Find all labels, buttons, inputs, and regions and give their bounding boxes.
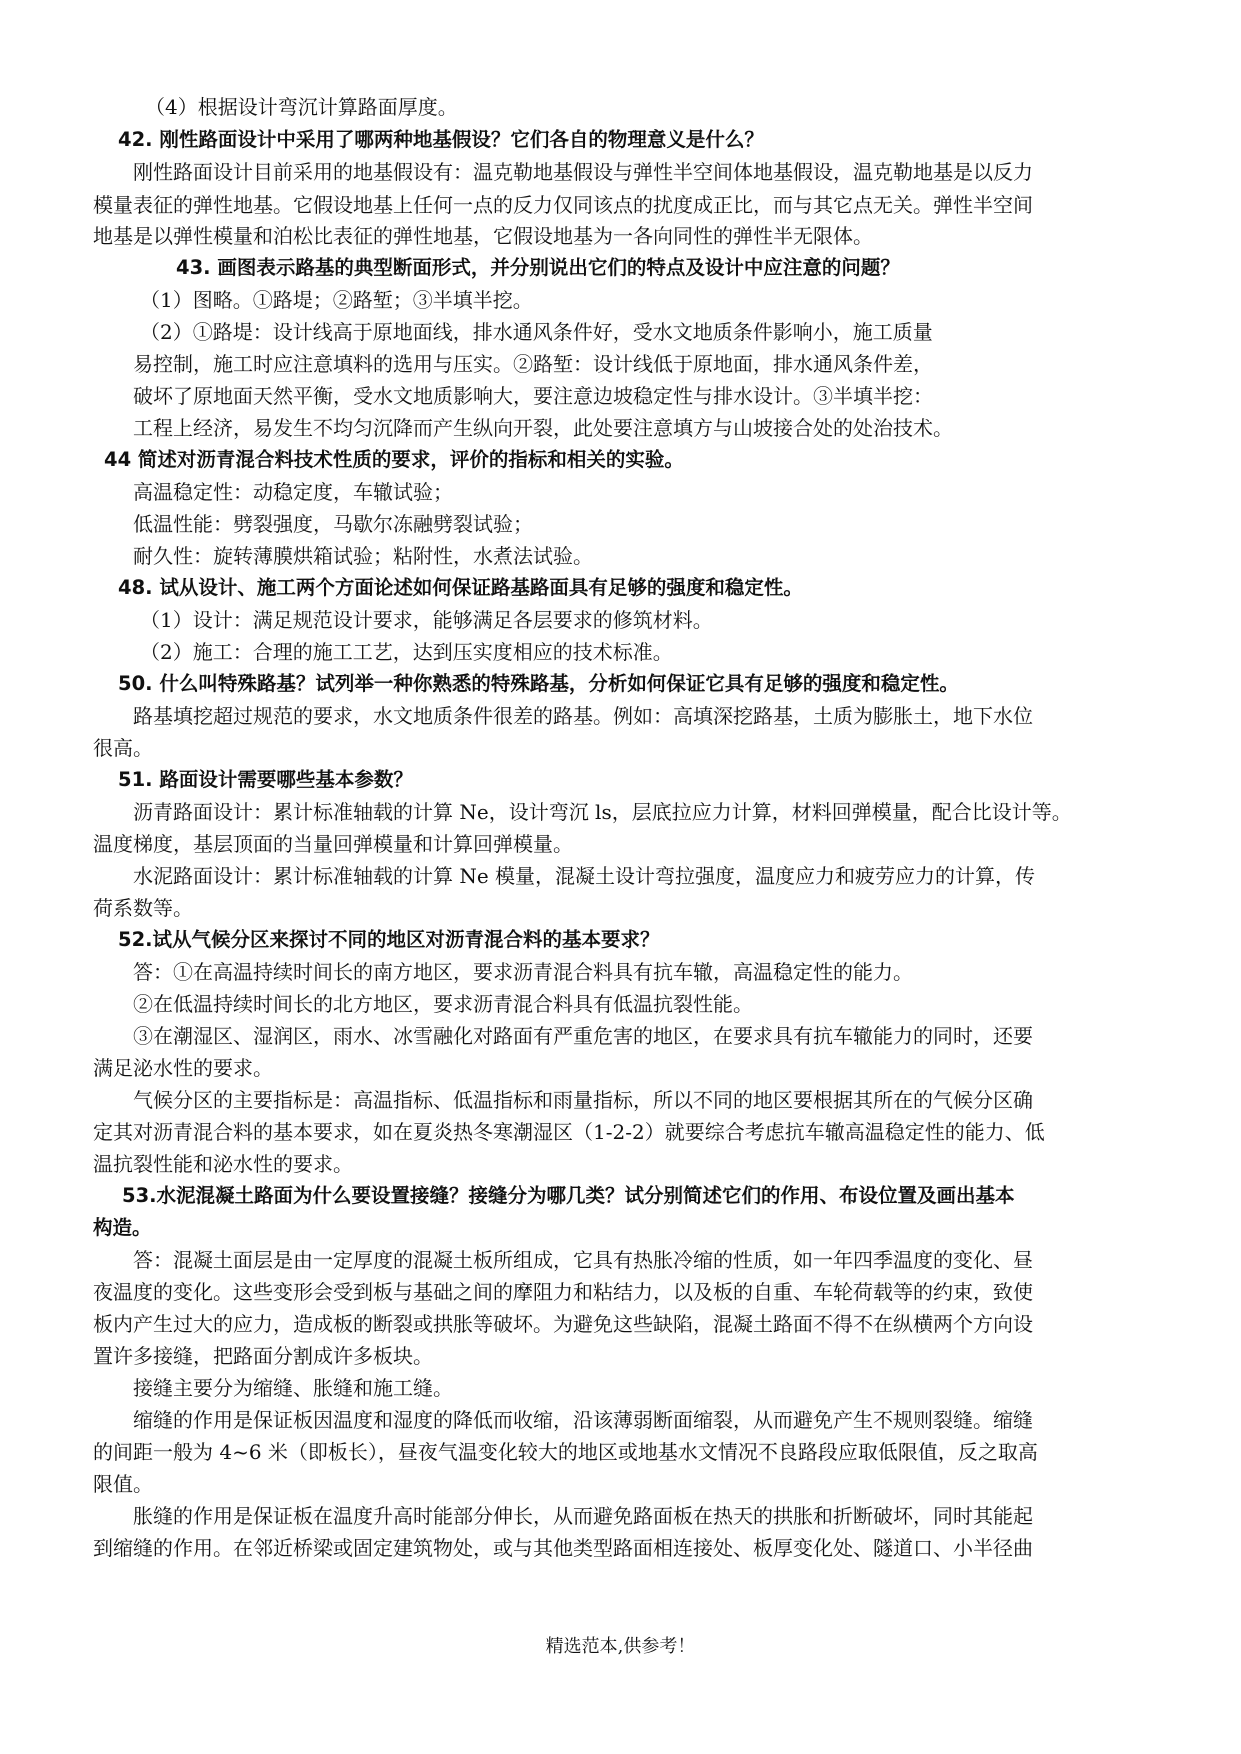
text-line: 定其对沥青混合料的基本要求，如在夏炎热冬寒潮湿区（1-2-2）就要综合考虑抗车辙高温稳定性的能力、低 (93, 1120, 1045, 1144)
text-line: 沥青路面设计：累计标准轴载的计算 Ne，设计弯沉 ls，层底拉应力计算，材料回弹模量，配合比设计等。 (133, 800, 1072, 824)
text-line: 耐久性：旋转薄膜烘箱试验；粘附性，水煮法试验。 (133, 544, 593, 568)
text-line: 路基填挖超过规范的要求，水文地质条件很差的路基。例如：高填深挖路基，土质为膨胀土，地下水位 (133, 704, 1033, 728)
text-line: 接缝主要分为缩缝、胀缝和施工缝。 (133, 1376, 453, 1400)
text-line: 限值。 (93, 1472, 153, 1496)
text-line: 水泥路面设计：累计标准轴载的计算 Ne 模量，混凝土设计弯拉强度，温度应力和疲劳应力的计算，传 (133, 864, 1036, 888)
text-line: 缩缝的作用是保证板因温度和湿度的降低而收缩，沿该薄弱断面缩裂，从而避免产生不规则裂缝。缩缝 (133, 1408, 1033, 1432)
text-line: 气候分区的主要指标是：高温指标、低温指标和雨量指标，所以不同的地区要根据其所在的气候分区确 (133, 1088, 1033, 1112)
text-line: 荷系数等。 (93, 896, 193, 920)
text-line: 模量表征的弹性地基。它假设地基上任何一点的反力仅同该点的扰度成正比，而与其它点无关。弹性半空间 (93, 193, 1033, 217)
page-footer: 精选范本,供参考！ (545, 1636, 696, 1657)
text-line: 刚性路面设计目前采用的地基假设有：温克勒地基假设与弹性半空间体地基假设，温克勒地基是以反力 (133, 160, 1033, 184)
text-line: 满足泌水性的要求。 (93, 1056, 273, 1080)
text-line: 破坏了原地面天然平衡，受水文地质影响大，要注意边坡稳定性与排水设计。③半填半挖： (133, 384, 933, 408)
question-heading: 51. 路面设计需要哪些基本参数？ (118, 768, 413, 791)
question-heading: 50. 什么叫特殊路基？试列举一种你熟悉的特殊路基，分析如何保证它具有足够的强度和稳定性。 (118, 672, 959, 695)
question-heading: 44 简述对沥青混合料技术性质的要求，评价的指标和相关的实验。 (104, 448, 684, 471)
question-heading: 48. 试从设计、施工两个方面论述如何保证路基路面具有足够的强度和稳定性。 (118, 576, 803, 599)
question-heading: 43. 画图表示路基的典型断面形式，并分别说出它们的特点及设计中应注意的问题？ (176, 256, 900, 279)
text-line: （4）根据设计弯沉计算路面厚度。 (145, 95, 458, 119)
text-line: 工程上经济，易发生不均匀沉降而产生纵向开裂，此处要注意填方与山坡接合处的处治技术。 (133, 416, 953, 440)
text-line: 低温性能：劈裂强度，马歇尔冻融劈裂试验； (133, 512, 533, 536)
text-line: （2）施工：合理的施工工艺，达到压实度相应的技术标准。 (140, 640, 673, 664)
text-line: 夜温度的变化。这些变形会受到板与基础之间的摩阻力和粘结力，以及板的自重、车轮荷载等的约束，致使 (93, 1280, 1033, 1304)
question-heading: 42. 刚性路面设计中采用了哪两种地基假设？它们各自的物理意义是什么？ (118, 128, 764, 151)
question-heading-continued: 构造。 (93, 1216, 152, 1239)
text-line: ③在潮湿区、湿润区，雨水、冰雪融化对路面有严重危害的地区，在要求具有抗车辙能力的同时，还要 (133, 1024, 1033, 1048)
text-line: 板内产生过大的应力，造成板的断裂或拱胀等破坏。为避免这些缺陷，混凝土路面不得不在纵横两个方向设 (93, 1312, 1033, 1336)
text-line: 温抗裂性能和泌水性的要求。 (93, 1152, 353, 1176)
text-line: 很高。 (93, 736, 153, 760)
text-line: 答：①在高温持续时间长的南方地区，要求沥青混合料具有抗车辙，高温稳定性的能力。 (133, 960, 913, 984)
text-line: （1）设计：满足规范设计要求，能够满足各层要求的修筑材料。 (140, 608, 713, 632)
question-heading: 53.水泥混凝土路面为什么要设置接缝？接缝分为哪几类？试分别简述它们的作用、布设位置及画出基本 (122, 1184, 1015, 1207)
text-line: 高温稳定性：动稳定度，车辙试验； (133, 480, 453, 504)
text-line: 易控制，施工时应注意填料的选用与压实。②路堑：设计线低于原地面，排水通风条件差， (133, 352, 933, 376)
text-line: （1）图略。①路堤；②路堑；③半填半挖。 (140, 288, 533, 312)
text-line: （2）①路堤：设计线高于原地面线，排水通风条件好，受水文地质条件影响小，施工质量 (140, 320, 933, 344)
text-line: 答：混凝土面层是由一定厚度的混凝土板所组成，它具有热胀冷缩的性质，如一年四季温度的变化、昼 (133, 1248, 1033, 1272)
text-line: 温度梯度，基层顶面的当量回弹模量和计算回弹模量。 (93, 832, 573, 856)
text-line: 到缩缝的作用。在邻近桥梁或固定建筑物处，或与其他类型路面相连接处、板厚变化处、隧道口、小半径曲 (93, 1536, 1033, 1560)
text-line: 地基是以弹性模量和泊松比表征的弹性地基，它假设地基为一各向同性的弹性半无限体。 (93, 224, 873, 248)
text-line: 的间距一般为 4~6 米（即板长），昼夜气温变化较大的地区或地基水文情况不良路段应取低限值，反之取高 (93, 1440, 1038, 1464)
question-heading: 52.试从气候分区来探讨不同的地区对沥青混合料的基本要求？ (118, 928, 660, 951)
text-line: ②在低温持续时间长的北方地区，要求沥青混合料具有低温抗裂性能。 (133, 992, 753, 1016)
text-line: 胀缝的作用是保证板在温度升高时能部分伸长，从而避免路面板在热天的拱胀和折断破坏，同时其能起 (133, 1504, 1033, 1528)
text-line: 置许多接缝，把路面分割成许多板块。 (93, 1344, 433, 1368)
